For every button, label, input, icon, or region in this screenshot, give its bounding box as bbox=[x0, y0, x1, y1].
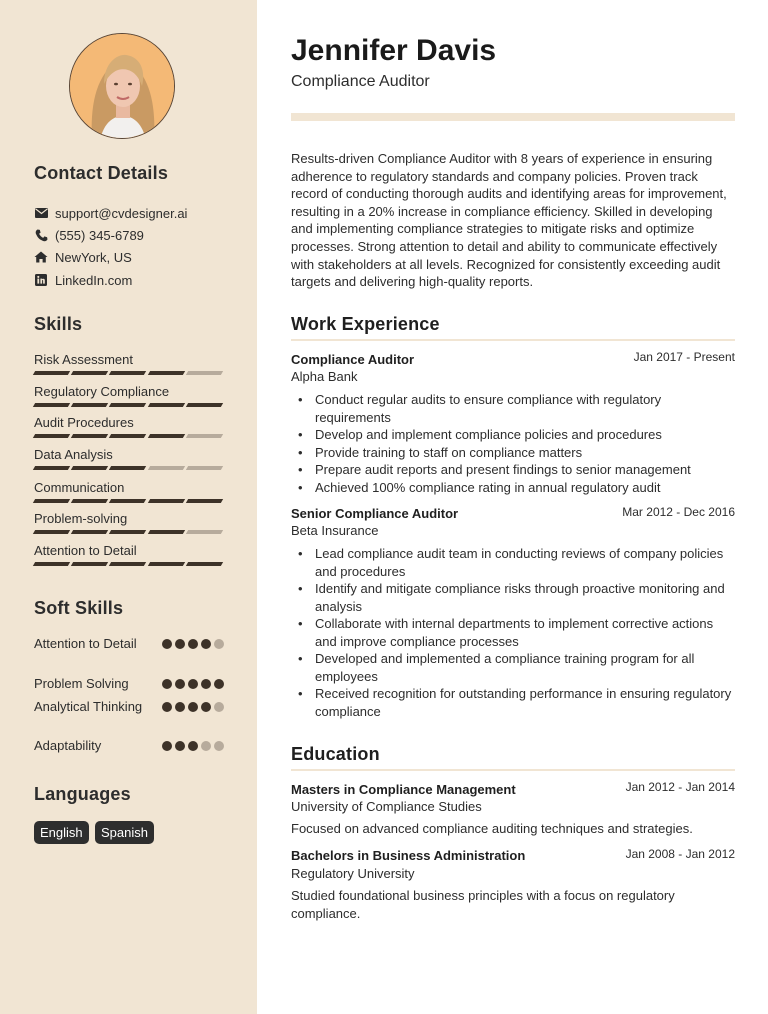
contact-heading: Contact Details bbox=[34, 163, 169, 183]
contact-location bbox=[34, 248, 132, 266]
rating-dot bbox=[162, 702, 172, 712]
skill-level-segment bbox=[147, 499, 185, 503]
skill-level-segment bbox=[33, 403, 71, 407]
skill-level-segment bbox=[109, 434, 147, 438]
rating-dot bbox=[214, 702, 224, 712]
skill-label: Risk Assessment bbox=[34, 352, 133, 367]
school-name: Regulatory University bbox=[291, 866, 415, 881]
skill-level-segment bbox=[186, 434, 224, 438]
skill-label: Problem-solving bbox=[34, 511, 128, 526]
list-item: • Conduct regular audits to ensure compliance with regulatory requirements bbox=[291, 391, 735, 426]
job-company: Beta Insurance bbox=[291, 523, 379, 538]
soft-skill-label: Attention to Detail bbox=[34, 636, 137, 651]
skill-level-segment bbox=[33, 371, 71, 375]
skill-level-segment bbox=[109, 562, 147, 566]
rating-dot bbox=[201, 679, 211, 689]
home-icon bbox=[34, 250, 48, 264]
education-description: Studied foundational business principles with a focus on regulatory compliance. bbox=[291, 888, 675, 921]
skill-level-segment bbox=[33, 562, 71, 566]
avatar bbox=[69, 33, 175, 139]
soft-skill-item bbox=[34, 675, 224, 692]
rating-dot bbox=[175, 741, 185, 751]
soft-skill-item bbox=[34, 635, 224, 652]
skill-item bbox=[34, 510, 222, 527]
soft-skill-rating bbox=[162, 639, 224, 649]
rating-dot bbox=[175, 702, 185, 712]
rating-dot bbox=[188, 741, 198, 751]
skill-item bbox=[34, 479, 222, 496]
rating-dot bbox=[162, 741, 172, 751]
skills-heading: Skills bbox=[34, 314, 83, 334]
rating-dot bbox=[214, 639, 224, 649]
list-item: • Develop and implement compliance policies and procedures bbox=[291, 426, 735, 444]
skill-level-segment bbox=[186, 530, 224, 534]
envelope-icon bbox=[34, 206, 48, 220]
phone-icon bbox=[34, 228, 48, 242]
skill-level-segment bbox=[186, 371, 224, 375]
skill-level-bar bbox=[34, 403, 222, 407]
skill-level-segment bbox=[109, 403, 147, 407]
soft-skill-item bbox=[34, 737, 224, 754]
skill-level-segment bbox=[186, 562, 224, 566]
skill-level-bar bbox=[34, 371, 222, 375]
skill-level-segment bbox=[109, 466, 147, 470]
soft-skill-rating bbox=[162, 741, 224, 751]
skill-level-segment bbox=[147, 403, 185, 407]
education-dates: Jan 2012 - Jan 2014 bbox=[625, 780, 735, 794]
skill-level-segment bbox=[71, 434, 109, 438]
skill-item bbox=[34, 446, 222, 463]
skill-level-bar bbox=[34, 434, 222, 438]
skill-level-bar bbox=[34, 499, 222, 503]
skill-level-segment bbox=[33, 466, 71, 470]
skill-level-segment bbox=[147, 562, 185, 566]
header-divider bbox=[291, 113, 735, 121]
languages-heading: Languages bbox=[34, 784, 131, 804]
rating-dot bbox=[214, 679, 224, 689]
candidate-title: Compliance Auditor bbox=[291, 73, 430, 90]
job-bullets bbox=[291, 545, 735, 720]
soft-skill-rating bbox=[162, 702, 224, 712]
soft-skill-label: Analytical Thinking bbox=[34, 699, 143, 714]
skill-item bbox=[34, 383, 222, 400]
skill-level-segment bbox=[33, 434, 71, 438]
skill-level-bar bbox=[34, 466, 222, 470]
list-item: • Received recognition for outstanding performance in ensuring regulatory compliance bbox=[291, 685, 735, 720]
skill-level-segment bbox=[147, 371, 185, 375]
skill-label: Data Analysis bbox=[34, 447, 113, 462]
summary-text: Results-driven Compliance Auditor with 8 years of experience in ensuring adherence to regulatory standards and company policies. Proven track record of conducting thorough audits and identifying areas for improvement, resulting in a 20% increase in compliance efficiency. Skilled in developing and implementing compliance strategies to mitigate risks and optimize processes. Strong attention to detail and ability to communicate effectively with stakeholders at all levels. Recognized for consistently exceeding audit targets and delivering high-quality reports. bbox=[291, 151, 727, 290]
job-company: Alpha Bank bbox=[291, 369, 358, 384]
degree-title: Masters in Compliance Management bbox=[291, 782, 516, 797]
rating-dot bbox=[201, 741, 211, 751]
list-item: • Identify and mitigate compliance risks through proactive monitoring and analysis bbox=[291, 580, 735, 615]
contact-email-text: support@cvdesigner.ai bbox=[55, 205, 188, 221]
rating-dot bbox=[201, 702, 211, 712]
list-item: • Provide training to staff on compliance matters bbox=[291, 444, 735, 462]
education-dates: Jan 2008 - Jan 2012 bbox=[625, 847, 735, 861]
list-item: • Collaborate with internal departments to implement corrective actions and improve compliance processes bbox=[291, 615, 735, 650]
skill-level-segment bbox=[147, 434, 185, 438]
rating-dot bbox=[188, 639, 198, 649]
degree-title: Bachelors in Business Administration bbox=[291, 848, 526, 863]
list-item: • Lead compliance audit team in conducting reviews of company policies and procedures bbox=[291, 545, 735, 580]
skill-level-segment bbox=[33, 530, 71, 534]
job-dates: Jan 2017 - Present bbox=[633, 350, 735, 364]
contact-phone[interactable] bbox=[34, 226, 144, 244]
skill-label: Regulatory Compliance bbox=[34, 384, 170, 399]
list-item: • Prepare audit reports and present findings to senior management bbox=[291, 461, 735, 479]
skill-level-segment bbox=[71, 530, 109, 534]
list-item: • Developed and implemented a compliance training program for all employees bbox=[291, 650, 735, 685]
skill-item bbox=[34, 542, 222, 559]
skill-level-segment bbox=[147, 466, 185, 470]
main-content bbox=[291, 0, 735, 1014]
rating-dot bbox=[188, 679, 198, 689]
language-badge-spanish: Spanish bbox=[95, 821, 154, 844]
skill-level-segment bbox=[71, 499, 109, 503]
skill-label: Communication bbox=[34, 480, 125, 495]
job-dates: Mar 2012 - Dec 2016 bbox=[622, 505, 735, 519]
job-bullets bbox=[291, 391, 735, 496]
contact-email[interactable] bbox=[34, 204, 187, 222]
candidate-name: Jennifer Davis bbox=[291, 34, 497, 67]
skill-level-segment bbox=[33, 499, 71, 503]
rating-dot bbox=[214, 741, 224, 751]
skill-item bbox=[34, 414, 222, 431]
soft-skill-label: Problem Solving bbox=[34, 676, 129, 691]
skill-level-segment bbox=[109, 530, 147, 534]
list-item: • Achieved 100% compliance rating in annual regulatory audit bbox=[291, 479, 735, 497]
skill-label: Audit Procedures bbox=[34, 415, 134, 430]
section-divider bbox=[291, 769, 735, 771]
school-name: University of Compliance Studies bbox=[291, 799, 482, 814]
section-divider bbox=[291, 339, 735, 341]
rating-dot bbox=[162, 679, 172, 689]
job-title: Senior Compliance Auditor bbox=[291, 506, 459, 521]
work-experience-heading: Work Experience bbox=[291, 314, 440, 334]
skill-level-bar bbox=[34, 562, 222, 566]
skill-level-segment bbox=[71, 466, 109, 470]
soft-skill-rating bbox=[162, 679, 224, 689]
job-title: Compliance Auditor bbox=[291, 352, 415, 367]
contact-phone-text: (555) 345-6789 bbox=[55, 227, 144, 243]
contact-linkedin-text: LinkedIn.com bbox=[55, 272, 133, 288]
skill-level-segment bbox=[186, 466, 224, 470]
soft-skill-item bbox=[34, 698, 224, 715]
sidebar bbox=[0, 0, 257, 1014]
skill-level-segment bbox=[71, 562, 109, 566]
rating-dot bbox=[188, 702, 198, 712]
skill-item bbox=[34, 351, 222, 368]
skill-level-bar bbox=[34, 530, 222, 534]
skill-level-segment bbox=[71, 371, 109, 375]
soft-skills-heading: Soft Skills bbox=[34, 598, 124, 618]
education-description: Focused on advanced compliance auditing techniques and strategies. bbox=[291, 821, 693, 836]
soft-skill-label: Adaptability bbox=[34, 738, 102, 753]
rating-dot bbox=[201, 639, 211, 649]
skill-level-segment bbox=[186, 403, 224, 407]
skill-level-segment bbox=[109, 371, 147, 375]
contact-location-text: NewYork, US bbox=[55, 249, 132, 265]
skill-level-segment bbox=[186, 499, 224, 503]
education-heading: Education bbox=[291, 744, 380, 764]
linkedin-icon bbox=[34, 273, 48, 287]
language-badge-english: English bbox=[34, 821, 89, 844]
rating-dot bbox=[175, 639, 185, 649]
rating-dot bbox=[162, 639, 172, 649]
skill-level-segment bbox=[71, 403, 109, 407]
avatar-portrait-icon bbox=[70, 34, 175, 139]
skill-level-segment bbox=[109, 499, 147, 503]
skill-level-segment bbox=[147, 530, 185, 534]
contact-linkedin[interactable] bbox=[34, 271, 132, 289]
skill-label: Attention to Detail bbox=[34, 543, 137, 558]
rating-dot bbox=[175, 679, 185, 689]
